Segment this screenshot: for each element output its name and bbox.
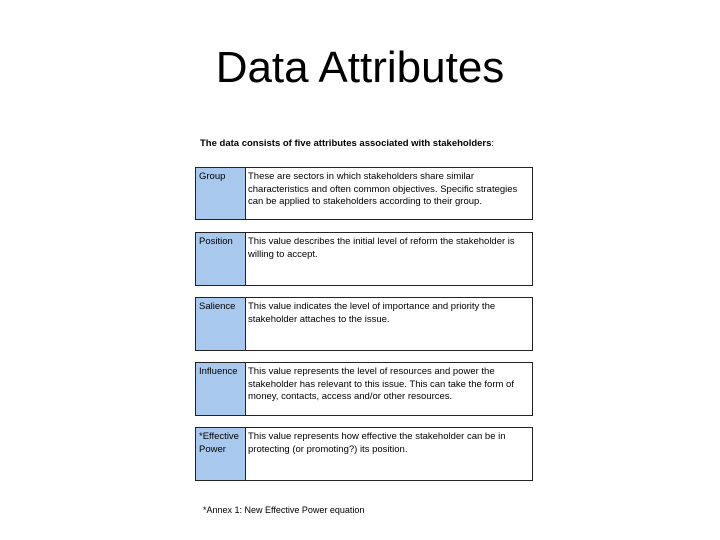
attribute-label: Influence	[196, 363, 246, 415]
attribute-box-group	[195, 167, 533, 220]
slide-title: Data Attributes	[215, 43, 505, 92]
attribute-description: This value represents the level of resources and power the stakeholder has relevant to this issue. This can take the form of money, contacts, access and/or other resources.	[248, 366, 514, 402]
attribute-label: Group	[196, 168, 246, 219]
attribute-box-effective-power	[195, 427, 533, 481]
attribute-box-salience	[195, 297, 533, 351]
attribute-description: These are sectors in which stakeholders share similar characteristics and often common objectives. Specific strategies can be applied to stakeholders according to their group.	[248, 171, 518, 207]
attribute-box-position	[195, 232, 533, 286]
footnote: *Annex 1: New Effective Power equation	[203, 505, 365, 515]
attribute-description: This value indicates the level of importance and priority the stakeholder attaches to the issue.	[248, 301, 496, 325]
intro-sentence: The data consists of five attributes associated with stakeholders	[200, 138, 492, 149]
attribute-label: Position	[196, 233, 246, 285]
intro-colon: :	[491, 138, 495, 149]
attribute-label: *Effective Power	[196, 428, 246, 480]
intro-text	[200, 138, 494, 149]
attribute-description: This value describes the initial level of reform the stakeholder is willing to accept.	[248, 236, 515, 260]
attribute-description: This value represents how effective the stakeholder can be in protecting (or promoting?) its position.	[248, 431, 506, 455]
attribute-label: Salience	[196, 298, 246, 350]
attribute-box-influence	[195, 362, 533, 416]
